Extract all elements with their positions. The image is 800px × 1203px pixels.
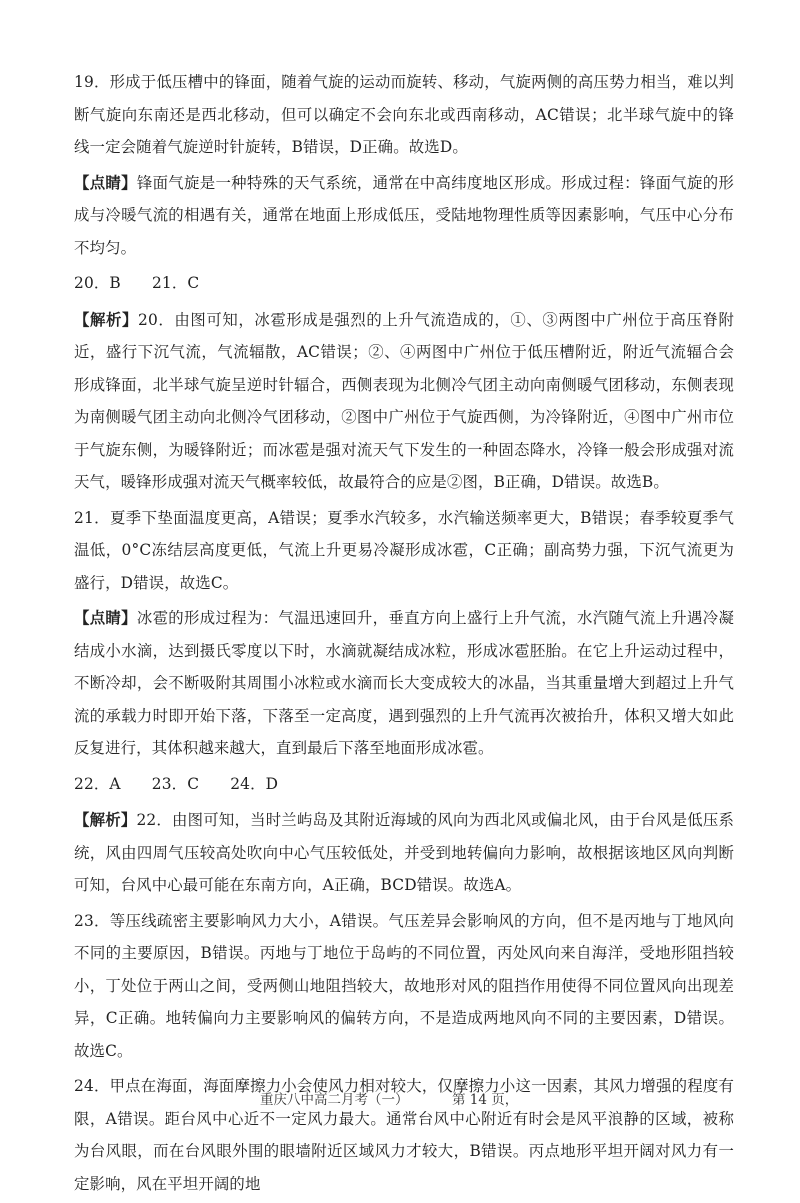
paragraph-q21 <box>74 502 734 600</box>
paragraph-text: 23．等压线疏密主要影响风力大小，A错误。气压差异会影响风的方向，但不是丙地与丁地风向不同的主要原因，B错误。丙地与丁地位于岛屿的不同位置，丙处风向来自海洋，受地形阻挡较小，丁处位于两山之间，受两侧山地阻挡较大，故地形对风的阻挡作用使得不同位置风向出现差异，C正确。地转偏向力主要影响风的偏转方向，不是造成两地风向不同的主要因素，D错误。故选C。 <box>74 911 734 1060</box>
paragraph-text: 19．形成于低压槽中的锋面，随着气旋的运动而旋转、移动，气旋两侧的高压势力相当，难以判断气旋向东南还是西北移动，但可以确定不会向东北或西南移动，AC错误；北半球气旋中的锋线一定会随着气旋逆时针旋转，B错误，D正确。故选D。 <box>74 73 734 156</box>
footer-exam-title: 重庆八中高二月考（一） <box>260 1092 409 1108</box>
paragraph-note-q19 <box>74 167 734 265</box>
paragraph-text: 22．由图可知，当时兰屿岛及其附近海域的风向为西北风或偏北风，由于台风是低压系统，风由四周气压较高处吹向中心气压较低处，并受到地转偏向力影响，故根据该地区风向判断可知，台风中心最可能在东南方向，A正确，BCD错误。故选A。 <box>74 811 734 894</box>
paragraph-text: 冰雹的形成过程为：气温迅速回升，垂直方向上盛行上升气流，水汽随气流上升遇冷凝结成小水滴，达到摄氏零度以下时，水滴就凝结成冰粒，形成冰雹胚胎。在它上升运动过程中，不断冷却，会不断吸附其周围小冰粒或水滴而长大变成较大的冰晶，当其重量增大到超过上升气流的承载力时即开始下落，下落至一定高度，遇到强烈的上升气流再次被抬升，体积又增大如此反复进行，其体积越来越大，直到最后下落至地面形成冰雹。 <box>74 609 734 757</box>
paragraph-text: 21．夏季下垫面温度更高，A错误；夏季水汽较多，水汽输送频率更大，B错误；春季较夏季气温低，0°C冻结层高度更低，气流上升更易冷凝形成冰雹，C正确；副高势力强，下沉气流更为盛行，D错误，故选C。 <box>74 508 734 592</box>
paragraph-text: 20．B 21．C <box>74 274 200 292</box>
section-tag: 【解析】 <box>74 310 139 329</box>
paragraph-text: 锋面气旋是一种特殊的天气系统，通常在中高纬度地区形成。形成过程：锋面气旋的形成与冷暖气流的相遇有关，通常在地面上形成低压，受陆地物理性质等因素影响，气压中心分布不均匀。 <box>74 173 734 257</box>
paragraph-q19 <box>74 66 734 164</box>
section-tag: 【点睛】 <box>74 173 137 192</box>
paragraph-q23 <box>74 905 734 1068</box>
paragraph-text: 24．甲点在海面，海面摩擦力小会使风力相对较大，仅摩擦力小这一因素，其风力增强的程度有限，A错误。距台风中心近不一定风力最大。通常台风中心附近有时会是风平浪静的区域，被称为台风眼，而在台风眼外围的眼墙附近区域风力才较大，B错误。丙点地形平坦开阔对风力有一定影响，风在平坦开阔的地 <box>74 1077 734 1193</box>
footer-page-number: 第 14 页， <box>452 1092 519 1108</box>
section-tag: 【点睛】 <box>74 609 137 627</box>
paragraph-analysis-q20 <box>74 304 734 499</box>
answer-explanations <box>74 66 734 1203</box>
paragraph-text: 20．由图可知，冰雹形成是强烈的上升气流造成的，①、③两图中广州位于高压脊附近，盛行下沉气流，气流辐散，AC错误；②、④两图中广州位于低压槽附近，附近气流辐合会形成锋面，北半球气旋呈逆时针辐合，西侧表现为北侧冷气团主动向南侧暖气团移动，东侧表现为南侧暖气团主动向北侧冷气团移动，②图中广州位于气旋西侧，为冷锋附近，④图中广州市位于气旋东侧，为暖锋附近；而冰雹是强对流天气下发生的一种固态降水，冷锋一般会形成强对流天气，暖锋形成强对流天气概率较低，故最符合的应是②图，B正确，D错误。故选B。 <box>74 310 734 491</box>
answers-20-21 <box>74 267 734 300</box>
paragraph-analysis-q22 <box>74 804 734 902</box>
paragraph-note-q21 <box>74 602 734 765</box>
answers-22-24 <box>74 768 734 801</box>
section-tag: 【解析】 <box>74 811 137 829</box>
paragraph-text: 22．A 23．C 24．D <box>74 774 279 793</box>
